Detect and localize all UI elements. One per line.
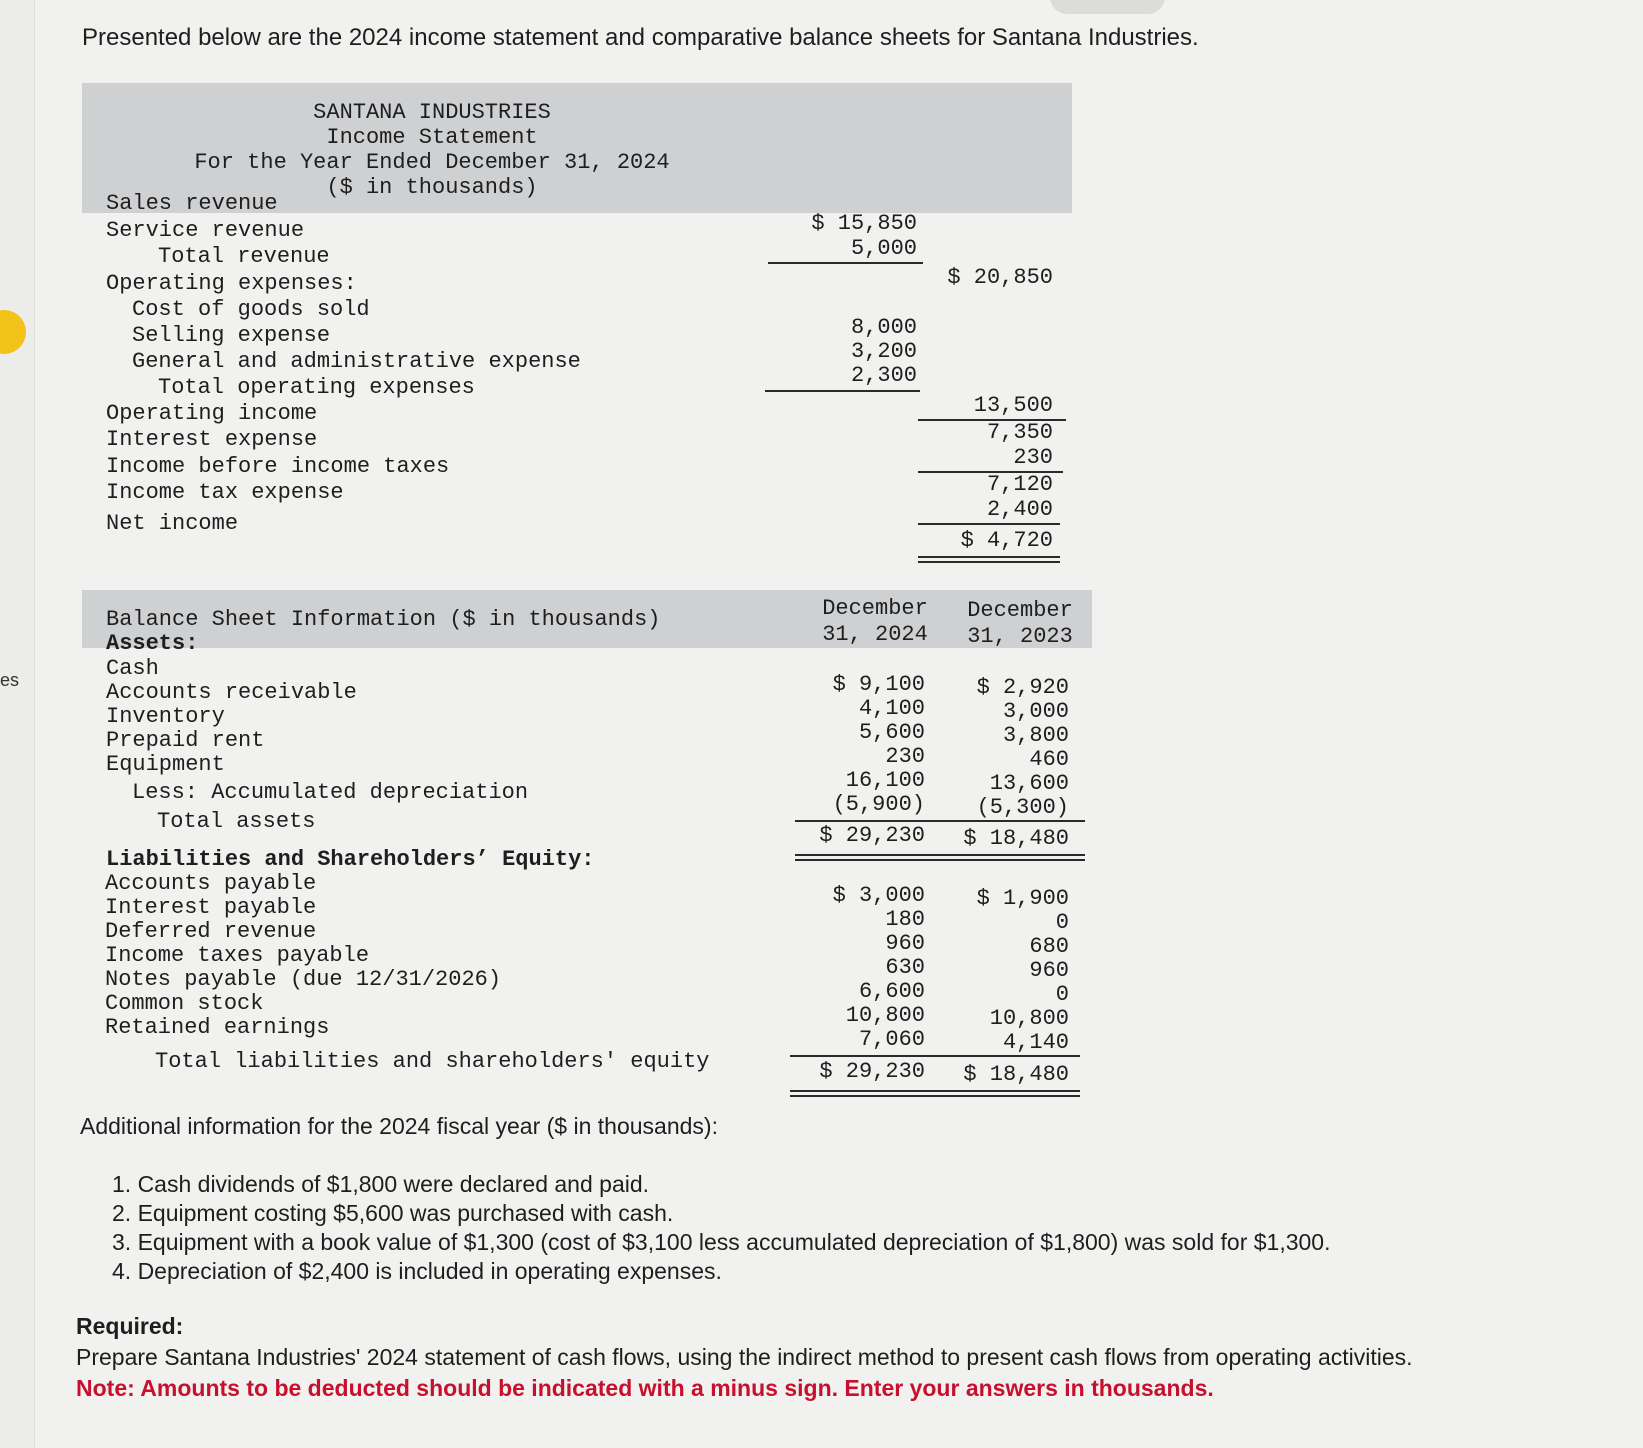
col-header-2023 — [960, 598, 1080, 650]
top-pill-button[interactable] — [1050, 0, 1165, 14]
bs-value-2023: 4,140 — [1002, 1030, 1069, 1055]
assets-heading: Assets: — [106, 631, 199, 656]
is-value: $ 4,720 — [960, 528, 1053, 553]
is-value: 2,300 — [850, 363, 917, 388]
statement-units: ($ in thousands) — [326, 175, 538, 200]
bs-row-label: Cash — [106, 656, 159, 681]
bs-row-label: Inventory — [106, 704, 225, 729]
bs-value-2024: 16,100 — [845, 768, 925, 793]
bs-value-2023: $ 1,900 — [976, 886, 1069, 911]
is-value: $ 20,850 — [947, 265, 1053, 290]
bs-value-2024: (5,900) — [832, 792, 925, 817]
bs-row-label: Retained earnings — [105, 1015, 330, 1040]
is-row-label: Service revenue — [106, 218, 305, 243]
left-sidebar-edge — [0, 0, 35, 1448]
bs-row-label: Total assets — [157, 809, 316, 834]
bs-row-label: Equipment — [106, 752, 225, 777]
is-value: 3,200 — [850, 339, 917, 364]
bs-value-2024: 6,600 — [858, 979, 925, 1004]
list-item: 3. Equipment with a book value of $1,300 (cost of $3,100 less accumulated depreciation of $1,800) was sold for $1,300. — [112, 1229, 1331, 1255]
bs-value-2024: 230 — [885, 744, 925, 769]
bs-value-2023: $ 18,480 — [963, 1062, 1069, 1087]
bs-row-label: Accounts payable — [105, 871, 317, 896]
is-row-label: General and administrative expense — [132, 349, 581, 374]
bs-row-label: Common stock — [105, 991, 264, 1016]
note-text: Note: Amounts to be deducted should be indicated with a minus sign. Enter your answers in thousands. — [76, 1375, 1214, 1401]
total-double-rule — [918, 556, 1060, 563]
bs-value-2023: 460 — [1029, 747, 1069, 772]
is-value: 7,350 — [986, 420, 1053, 445]
is-row-label: Total operating expenses — [158, 375, 475, 400]
bs-value-2024: $ 9,100 — [832, 672, 925, 697]
intro-text: Presented below are the 2024 income statement and comparative balance sheets for Santana Industries. — [82, 24, 1199, 51]
statement-title: Income Statement — [326, 125, 538, 150]
bs-value-2024: 10,800 — [845, 1003, 925, 1028]
bs-row-label: Accounts receivable — [106, 680, 357, 705]
is-row-label: Sales revenue — [106, 191, 278, 216]
bs-row-label: Prepaid rent — [106, 728, 265, 753]
is-value: 5,000 — [850, 236, 917, 261]
required-label: Required: — [76, 1313, 184, 1339]
statement-period: For the Year Ended December 31, 2024 — [194, 150, 670, 175]
bs-value-2023: 960 — [1029, 958, 1069, 983]
bs-value-2023: $ 2,920 — [976, 675, 1069, 700]
bs-value-2023: 13,600 — [989, 771, 1069, 796]
bs-value-2024: 630 — [885, 955, 925, 980]
subtotal-rule — [790, 1055, 1080, 1057]
is-value: 8,000 — [850, 315, 917, 340]
additional-info-list — [112, 1170, 1330, 1286]
list-item: 4. Depreciation of $2,400 is included in operating expenses. — [112, 1258, 722, 1284]
sidebar-label[interactable]: es — [0, 670, 20, 690]
additional-info-heading: Additional information for the 2024 fiscal year ($ in thousands): — [80, 1113, 718, 1139]
col-header-line: 31, 2023 — [967, 624, 1073, 649]
is-row-label: Total revenue — [158, 244, 330, 269]
bs-row-label: Deferred revenue — [105, 919, 317, 944]
is-row-label: Net income — [106, 511, 239, 536]
is-value: $ 15,850 — [811, 211, 917, 236]
bs-value-2023: $ 18,480 — [963, 826, 1069, 851]
subtotal-rule — [765, 390, 920, 392]
income-statement-title-block — [82, 100, 782, 200]
col-header-2024 — [815, 596, 935, 648]
bs-value-2023: 3,800 — [1002, 723, 1069, 748]
subtotal-rule — [918, 523, 1060, 525]
is-row-label: Interest expense — [106, 427, 318, 452]
bs-value-2023: 0 — [1055, 982, 1069, 1007]
is-value: 230 — [1013, 445, 1053, 470]
bs-value-2023: (5,300) — [976, 795, 1069, 820]
bs-value-2024: 7,060 — [858, 1027, 925, 1052]
bs-row-label: Income taxes payable — [105, 943, 370, 968]
bs-value-2023: 680 — [1029, 934, 1069, 959]
is-row-label: Operating expenses: — [106, 271, 357, 296]
is-row-label: Income tax expense — [106, 480, 344, 505]
subtotal-rule — [795, 820, 1085, 822]
bs-value-2024: 180 — [885, 907, 925, 932]
is-value: 13,500 — [973, 393, 1053, 418]
list-item: 2. Equipment costing $5,600 was purchased with cash. — [112, 1200, 674, 1226]
bs-value-2024: $ 3,000 — [832, 883, 925, 908]
bs-value-2024: 5,600 — [858, 720, 925, 745]
bs-value-2024: $ 29,230 — [819, 823, 925, 848]
bs-value-2023: 3,000 — [1002, 699, 1069, 724]
bs-row-label: Total liabilities and shareholders' equity — [155, 1049, 710, 1074]
list-item: 1. Cash dividends of $1,800 were declared and paid. — [112, 1171, 650, 1197]
liabilities-heading: Liabilities and Shareholders’ Equity: — [106, 847, 595, 872]
is-row-label: Selling expense — [132, 323, 331, 348]
is-row-label: Operating income — [106, 401, 318, 426]
is-row-label: Cost of goods sold — [132, 297, 370, 322]
bs-row-label: Less: Accumulated depreciation — [132, 780, 529, 805]
col-header-line: December — [967, 598, 1073, 623]
bs-row-label: Notes payable (due 12/31/2026) — [105, 967, 502, 992]
is-value: 7,120 — [986, 472, 1053, 497]
bs-value-2024: 4,100 — [858, 696, 925, 721]
company-name: SANTANA INDUSTRIES — [313, 100, 551, 125]
bs-value-2023: 10,800 — [989, 1006, 1069, 1031]
subtotal-rule — [768, 262, 923, 264]
bs-value-2023: 0 — [1055, 910, 1069, 935]
total-double-rule — [790, 1090, 1080, 1097]
is-row-label: Income before income taxes — [106, 454, 450, 479]
total-double-rule — [795, 854, 1085, 861]
col-header-line: December — [822, 596, 928, 621]
bs-value-2024: 960 — [885, 931, 925, 956]
bs-title: Balance Sheet Information ($ in thousands) — [106, 607, 661, 632]
col-header-line: 31, 2024 — [822, 622, 928, 647]
bs-value-2024: $ 29,230 — [819, 1059, 925, 1084]
bs-row-label: Interest payable — [105, 895, 317, 920]
is-value: 2,400 — [986, 497, 1053, 522]
required-text: Prepare Santana Industries' 2024 statement of cash flows, using the indirect method to present cash flows from operating activities. — [76, 1344, 1413, 1370]
